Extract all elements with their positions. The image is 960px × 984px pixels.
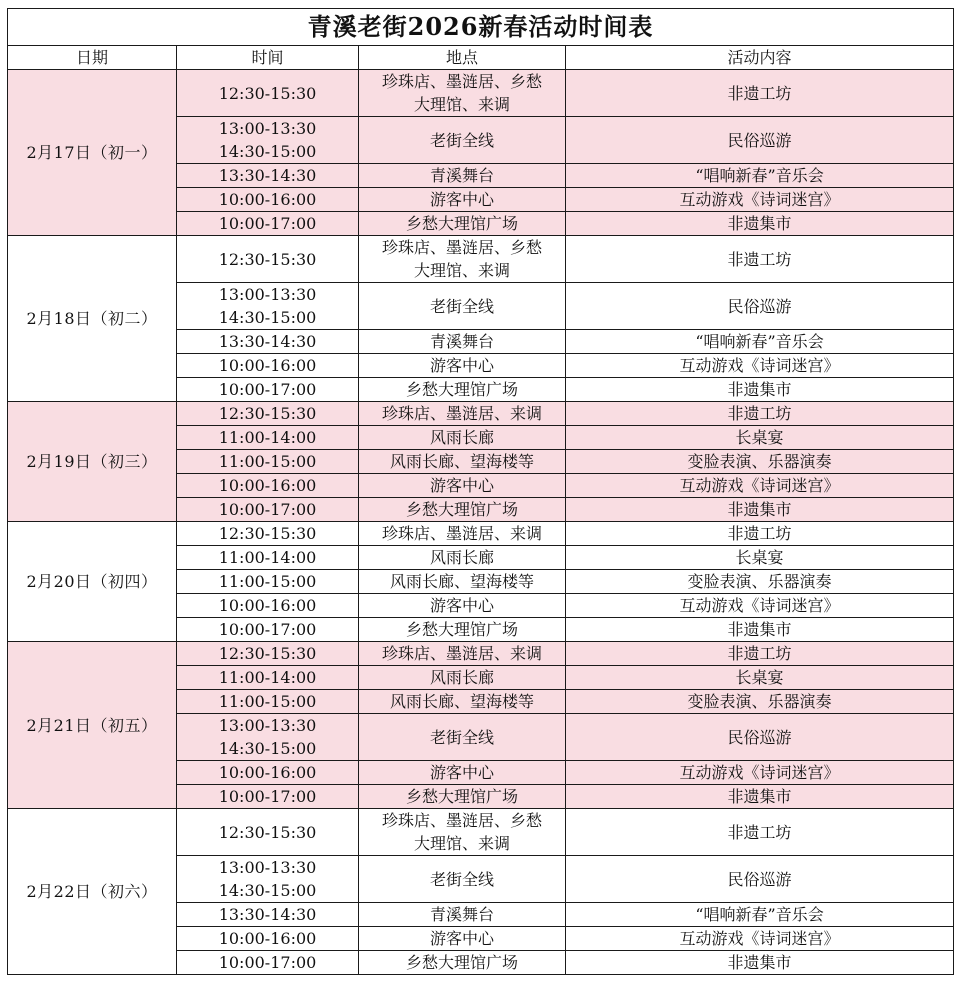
location-text: 风雨长廊 bbox=[429, 668, 494, 687]
location-cell bbox=[359, 809, 566, 856]
activity-cell: 非遗集市 bbox=[566, 498, 954, 522]
date-cell: 2月17日（初一） bbox=[8, 70, 177, 236]
location-cell bbox=[359, 856, 566, 903]
time-text: 13:00-13:30 bbox=[218, 858, 317, 877]
time-text: 11:00-15:00 bbox=[218, 692, 317, 711]
date-cell: 2月21日（初五） bbox=[8, 642, 177, 809]
time-text: 13:00-13:30 bbox=[218, 716, 317, 735]
time-cell bbox=[177, 474, 359, 498]
location-cell bbox=[359, 761, 566, 785]
time-cell bbox=[177, 690, 359, 714]
time-text: 12:30-15:30 bbox=[218, 644, 317, 663]
time-text: 11:00-15:00 bbox=[218, 452, 317, 471]
page-title: 青溪老街2026新春活动时间表 bbox=[8, 9, 954, 46]
location-text: 游客中心 bbox=[429, 763, 494, 782]
time-cell bbox=[177, 283, 359, 330]
location-cell bbox=[359, 212, 566, 236]
time-text: 11:00-14:00 bbox=[218, 668, 317, 687]
location-cell bbox=[359, 236, 566, 283]
activity-cell: 非遗集市 bbox=[566, 378, 954, 402]
time-text: 13:30-14:30 bbox=[218, 166, 317, 185]
time-cell bbox=[177, 618, 359, 642]
time-text: 11:00-15:00 bbox=[218, 572, 317, 591]
time-cell bbox=[177, 70, 359, 117]
location-cell bbox=[359, 714, 566, 761]
location-cell bbox=[359, 951, 566, 975]
activity-cell: 互动游戏《诗词迷宫》 bbox=[566, 188, 954, 212]
location-cell bbox=[359, 402, 566, 426]
time-cell bbox=[177, 402, 359, 426]
table-row bbox=[8, 642, 954, 666]
time-cell bbox=[177, 570, 359, 594]
table-row bbox=[8, 402, 954, 426]
table-row bbox=[8, 522, 954, 546]
location-cell bbox=[359, 498, 566, 522]
table-row bbox=[8, 70, 954, 117]
activity-cell: 互动游戏《诗词迷宫》 bbox=[566, 927, 954, 951]
time-text: 10:00-17:00 bbox=[218, 214, 317, 233]
location-text: 乡愁大理馆广场 bbox=[405, 380, 518, 399]
time-cell bbox=[177, 546, 359, 570]
time-text: 11:00-14:00 bbox=[218, 428, 317, 447]
activity-cell: “唱响新春”音乐会 bbox=[566, 164, 954, 188]
location-text: 游客中心 bbox=[429, 356, 494, 375]
header-date: 日期 bbox=[8, 46, 177, 70]
location-text: 乡愁大理馆广场 bbox=[405, 500, 518, 519]
time-text: 12:30-15:30 bbox=[218, 83, 317, 103]
time-cell bbox=[177, 714, 359, 761]
location-cell bbox=[359, 570, 566, 594]
location-text: 游客中心 bbox=[429, 929, 494, 948]
time-text: 10:00-16:00 bbox=[218, 596, 317, 615]
time-cell bbox=[177, 666, 359, 690]
time-cell bbox=[177, 117, 359, 164]
activity-cell: 互动游戏《诗词迷宫》 bbox=[566, 761, 954, 785]
time-cell bbox=[177, 903, 359, 927]
location-text: 风雨长廊、望海楼等 bbox=[389, 692, 534, 711]
location-text: 珍珠店、墨涟居、乡愁 bbox=[381, 811, 542, 830]
activity-cell: 非遗工坊 bbox=[566, 522, 954, 546]
date-cell: 2月22日（初六） bbox=[8, 809, 177, 975]
time-cell bbox=[177, 785, 359, 809]
location-cell bbox=[359, 903, 566, 927]
header-time: 时间 bbox=[177, 46, 359, 70]
location-text: 青溪舞台 bbox=[429, 332, 494, 351]
activity-cell: 长桌宴 bbox=[566, 666, 954, 690]
activity-cell: 非遗工坊 bbox=[566, 809, 954, 856]
location-text: 游客中心 bbox=[429, 190, 494, 209]
location-cell bbox=[359, 594, 566, 618]
location-text: 珍珠店、墨涟居、来调 bbox=[381, 644, 542, 663]
activity-cell: 长桌宴 bbox=[566, 426, 954, 450]
time-cell bbox=[177, 498, 359, 522]
location-text: 大理馆、来调 bbox=[413, 95, 510, 114]
location-text: 珍珠店、墨涟居、乡愁 bbox=[381, 238, 542, 257]
activity-cell: 变脸表演、乐器演奏 bbox=[566, 570, 954, 594]
location-text: 游客中心 bbox=[429, 596, 494, 615]
time-text: 10:00-16:00 bbox=[218, 356, 317, 375]
time-text: 10:00-17:00 bbox=[218, 953, 317, 972]
location-text: 大理馆、来调 bbox=[413, 834, 510, 853]
activity-cell: 民俗巡游 bbox=[566, 117, 954, 164]
location-cell bbox=[359, 70, 566, 117]
time-cell bbox=[177, 236, 359, 283]
location-cell bbox=[359, 426, 566, 450]
activity-cell: 互动游戏《诗词迷宫》 bbox=[566, 594, 954, 618]
location-cell bbox=[359, 618, 566, 642]
activity-cell: 互动游戏《诗词迷宫》 bbox=[566, 474, 954, 498]
activity-cell: 变脸表演、乐器演奏 bbox=[566, 690, 954, 714]
time-cell bbox=[177, 594, 359, 618]
activity-cell: 非遗工坊 bbox=[566, 642, 954, 666]
time-text: 14:30-15:00 bbox=[218, 308, 317, 327]
table-row bbox=[8, 236, 954, 283]
location-cell bbox=[359, 546, 566, 570]
time-cell bbox=[177, 212, 359, 236]
time-text: 10:00-17:00 bbox=[218, 380, 317, 399]
time-text: 12:30-15:30 bbox=[218, 404, 317, 423]
time-text: 10:00-17:00 bbox=[218, 620, 317, 639]
location-text: 青溪舞台 bbox=[429, 905, 494, 924]
activity-cell: 非遗工坊 bbox=[566, 70, 954, 117]
activity-cell: 长桌宴 bbox=[566, 546, 954, 570]
location-cell bbox=[359, 666, 566, 690]
time-cell bbox=[177, 761, 359, 785]
date-cell: 2月20日（初四） bbox=[8, 522, 177, 642]
activity-cell: “唱响新春”音乐会 bbox=[566, 330, 954, 354]
time-cell bbox=[177, 450, 359, 474]
time-text: 11:00-14:00 bbox=[218, 548, 317, 567]
time-cell bbox=[177, 642, 359, 666]
time-cell bbox=[177, 809, 359, 856]
schedule-document bbox=[7, 8, 953, 975]
location-cell bbox=[359, 450, 566, 474]
location-text: 老街全线 bbox=[429, 727, 494, 747]
location-text: 乡愁大理馆广场 bbox=[405, 620, 518, 639]
activity-cell: 非遗集市 bbox=[566, 212, 954, 236]
time-cell bbox=[177, 522, 359, 546]
location-text: 老街全线 bbox=[429, 869, 494, 889]
location-cell bbox=[359, 522, 566, 546]
header-content: 活动内容 bbox=[566, 46, 954, 70]
location-text: 游客中心 bbox=[429, 476, 494, 495]
location-text: 乡愁大理馆广场 bbox=[405, 214, 518, 233]
location-cell bbox=[359, 378, 566, 402]
location-cell bbox=[359, 188, 566, 212]
time-cell bbox=[177, 164, 359, 188]
table-header-row bbox=[8, 46, 954, 70]
time-cell bbox=[177, 330, 359, 354]
location-text: 大理馆、来调 bbox=[413, 261, 510, 280]
location-text: 老街全线 bbox=[429, 130, 494, 150]
time-text: 10:00-17:00 bbox=[218, 500, 317, 519]
location-text: 青溪舞台 bbox=[429, 166, 494, 185]
activity-cell: “唱响新春”音乐会 bbox=[566, 903, 954, 927]
time-text: 13:30-14:30 bbox=[218, 332, 317, 351]
time-text: 13:00-13:30 bbox=[218, 285, 317, 304]
table-row bbox=[8, 809, 954, 856]
time-cell bbox=[177, 951, 359, 975]
location-text: 风雨长廊、望海楼等 bbox=[389, 572, 534, 591]
location-text: 老街全线 bbox=[429, 296, 494, 316]
activity-cell: 民俗巡游 bbox=[566, 283, 954, 330]
activity-cell: 非遗集市 bbox=[566, 618, 954, 642]
time-text: 10:00-16:00 bbox=[218, 476, 317, 495]
date-cell: 2月18日（初二） bbox=[8, 236, 177, 402]
time-cell bbox=[177, 354, 359, 378]
location-text: 风雨长廊 bbox=[429, 548, 494, 567]
location-text: 珍珠店、墨涟居、来调 bbox=[381, 404, 542, 423]
time-text: 14:30-15:00 bbox=[218, 142, 317, 161]
time-text: 10:00-16:00 bbox=[218, 929, 317, 948]
location-text: 珍珠店、墨涟居、来调 bbox=[381, 524, 542, 543]
time-text: 13:00-13:30 bbox=[218, 119, 317, 138]
activity-cell: 变脸表演、乐器演奏 bbox=[566, 450, 954, 474]
location-cell bbox=[359, 690, 566, 714]
activity-cell: 民俗巡游 bbox=[566, 714, 954, 761]
location-cell bbox=[359, 642, 566, 666]
location-text: 珍珠店、墨涟居、乡愁 bbox=[381, 72, 542, 91]
location-cell bbox=[359, 283, 566, 330]
time-text: 14:30-15:00 bbox=[218, 881, 317, 900]
location-cell bbox=[359, 785, 566, 809]
header-location: 地点 bbox=[359, 46, 566, 70]
location-text: 风雨长廊、望海楼等 bbox=[389, 452, 534, 471]
location-cell bbox=[359, 117, 566, 164]
location-text: 乡愁大理馆广场 bbox=[405, 953, 518, 972]
location-cell bbox=[359, 474, 566, 498]
location-text: 乡愁大理馆广场 bbox=[405, 787, 518, 806]
activity-cell: 非遗工坊 bbox=[566, 236, 954, 283]
location-text: 风雨长廊 bbox=[429, 428, 494, 447]
location-cell bbox=[359, 164, 566, 188]
time-text: 12:30-15:30 bbox=[218, 524, 317, 543]
time-text: 10:00-17:00 bbox=[218, 787, 317, 806]
date-cell: 2月19日（初三） bbox=[8, 402, 177, 522]
time-cell bbox=[177, 856, 359, 903]
activity-cell: 非遗集市 bbox=[566, 951, 954, 975]
time-cell bbox=[177, 378, 359, 402]
time-cell bbox=[177, 188, 359, 212]
location-cell bbox=[359, 354, 566, 378]
time-cell bbox=[177, 426, 359, 450]
location-cell bbox=[359, 927, 566, 951]
time-text: 13:30-14:30 bbox=[218, 905, 317, 924]
activity-cell: 非遗集市 bbox=[566, 785, 954, 809]
activity-cell: 非遗工坊 bbox=[566, 402, 954, 426]
time-text: 10:00-16:00 bbox=[218, 190, 317, 209]
time-cell bbox=[177, 927, 359, 951]
location-cell bbox=[359, 330, 566, 354]
time-text: 14:30-15:00 bbox=[218, 739, 317, 758]
time-text: 10:00-16:00 bbox=[218, 763, 317, 782]
schedule-table bbox=[7, 8, 954, 975]
activity-cell: 民俗巡游 bbox=[566, 856, 954, 903]
time-text: 12:30-15:30 bbox=[218, 822, 317, 842]
time-text: 12:30-15:30 bbox=[218, 249, 317, 269]
activity-cell: 互动游戏《诗词迷宫》 bbox=[566, 354, 954, 378]
